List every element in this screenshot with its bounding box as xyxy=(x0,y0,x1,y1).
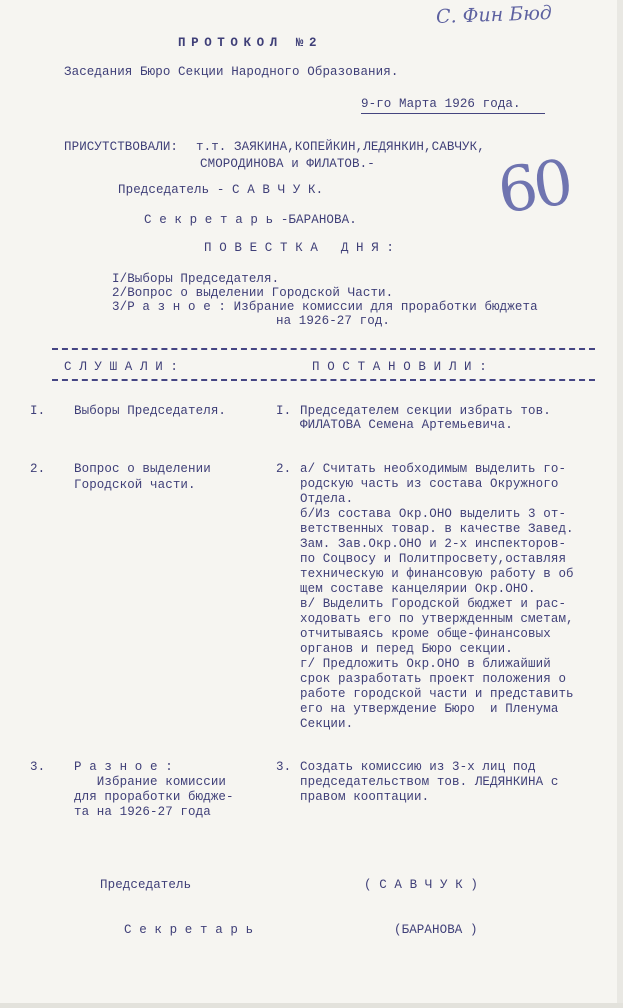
archive-note: С. Фин Бюд xyxy=(435,1,553,29)
agenda-item-3-line-1: 3/Р а з н о е : Избрание комиссии для проработки бюджета xyxy=(112,300,538,314)
present-line-1: т.т. ЗАЯКИНА,КОПЕЙКИН,ЛЕДЯНКИН,САВЧУК, xyxy=(196,140,485,154)
item-3-number: 3. xyxy=(30,760,46,774)
item-2-resolved-line: в/ Выделить Городской бюджет и рас- xyxy=(300,597,567,611)
separator-top xyxy=(52,348,595,350)
item-2-resolved-line: техническую и финансовую работу в об xyxy=(300,567,574,581)
column-resolved: П О С Т А Н О В И Л И : xyxy=(312,360,487,374)
item-2-resolved-line: отчитываясь кроме обще-финансовых xyxy=(300,627,551,641)
signature-chairman-label: Председатель xyxy=(100,878,192,892)
page-edge-shadow xyxy=(617,0,623,1008)
item-2-resolved-line: работе городской части и представить xyxy=(300,687,574,701)
agenda-item-1: I/Выборы Председателя. xyxy=(112,272,280,286)
item-2-resolved-line: а/ Считать необходимым выделить го- xyxy=(300,462,567,476)
item-2-resolved-line: срок разработать проект положения о xyxy=(300,672,567,686)
item-2-resolved-number: 2. xyxy=(276,462,292,476)
agenda-item-2: 2/Вопрос о выделении Городской Части. xyxy=(112,286,394,300)
item-2-resolved-line: органов и перед Бюро секции. xyxy=(300,642,513,656)
separator-bottom xyxy=(52,379,595,381)
item-2-resolved-line: ветственных товар. в качестве Завед. xyxy=(300,522,574,536)
item-2-resolved-line: г/ Предложить Окр.ОНО в ближайший xyxy=(300,657,551,671)
item-3-heard: Избрание комиссии xyxy=(74,775,227,789)
item-2-resolved-line: его на утверждение Бюро и Пленума xyxy=(300,702,559,716)
signature-secretary-label: С е к р е т а р ь xyxy=(124,923,254,937)
item-2-heard: Вопрос о выделении xyxy=(74,462,211,476)
item-2-resolved-line: родскую часть из состава Окружного xyxy=(300,477,559,491)
agenda-heading: П О В Е С Т К А Д Н Я : xyxy=(204,241,395,255)
item-2-resolved-line: б/Из состава Окр.ОНО выделить 3 от- xyxy=(300,507,567,521)
item-1-resolved-line: Председателем секции избрать тов. xyxy=(300,404,551,418)
page-bottom-edge xyxy=(0,1003,623,1008)
document-title: ПРОТОКОЛ №2 xyxy=(178,36,323,50)
secretary-line: С е к р е т а р ь -БАРАНОВА. xyxy=(144,213,357,227)
present-line-2: СМОРОДИНОВА и ФИЛАТОВ.- xyxy=(200,157,375,171)
item-2-resolved-line: Секции. xyxy=(300,717,354,731)
item-2-resolved-line: Отдела. xyxy=(300,492,354,506)
item-2-resolved-line: щем составе канцелярии Окр.ОНО. xyxy=(300,582,536,596)
item-3-resolved-line: правом кооптации. xyxy=(300,790,430,804)
item-1-number: I. xyxy=(30,404,46,418)
item-3-heard: для проработки бюдже- xyxy=(74,790,234,804)
item-1-resolved-line: ФИЛАТОВА Семена Артемьевича. xyxy=(300,418,513,432)
item-2-resolved-line: Зам. Зав.Окр.ОНО и 2-х инспекторов- xyxy=(300,537,567,551)
meeting-date: 9-го Марта 1926 года. xyxy=(361,97,521,111)
chairman-line: Председатель - С А В Ч У К. xyxy=(118,183,324,197)
item-3-resolved-number: 3. xyxy=(276,760,292,774)
item-2-resolved-line: по Соцвосу и Политпросвету,оставляя xyxy=(300,552,567,566)
item-3-heard: Р а з н о е : xyxy=(74,760,173,774)
signature-chairman-name: ( С А В Ч У К ) xyxy=(364,878,479,892)
item-2-heard: Городской части. xyxy=(74,478,196,492)
item-1-resolved-number: I. xyxy=(276,404,292,418)
column-heard: С Л У Ш А Л И : xyxy=(64,360,179,374)
item-3-heard: та на 1926-27 года xyxy=(74,805,211,819)
item-3-resolved-line: Создать комиссию из 3-х лиц под xyxy=(300,760,536,774)
item-2-number: 2. xyxy=(30,462,46,476)
date-underline xyxy=(361,113,545,114)
item-1-heard: Выборы Председателя. xyxy=(74,404,227,418)
sheet-number: 60 xyxy=(493,145,574,228)
item-2-resolved-line: ходовать его по утвержденным сметам, xyxy=(300,612,574,626)
present-label: ПРИСУТСТВОВАЛИ: xyxy=(64,140,179,154)
signature-secretary-name: (БАРАНОВА ) xyxy=(394,923,478,937)
item-3-resolved-line: председательством тов. ЛЕДЯНКИНА с xyxy=(300,775,559,789)
document-subtitle: Заседания Бюро Секции Народного Образования. xyxy=(64,65,399,79)
agenda-item-3-line-2: на 1926-27 год. xyxy=(276,314,391,328)
